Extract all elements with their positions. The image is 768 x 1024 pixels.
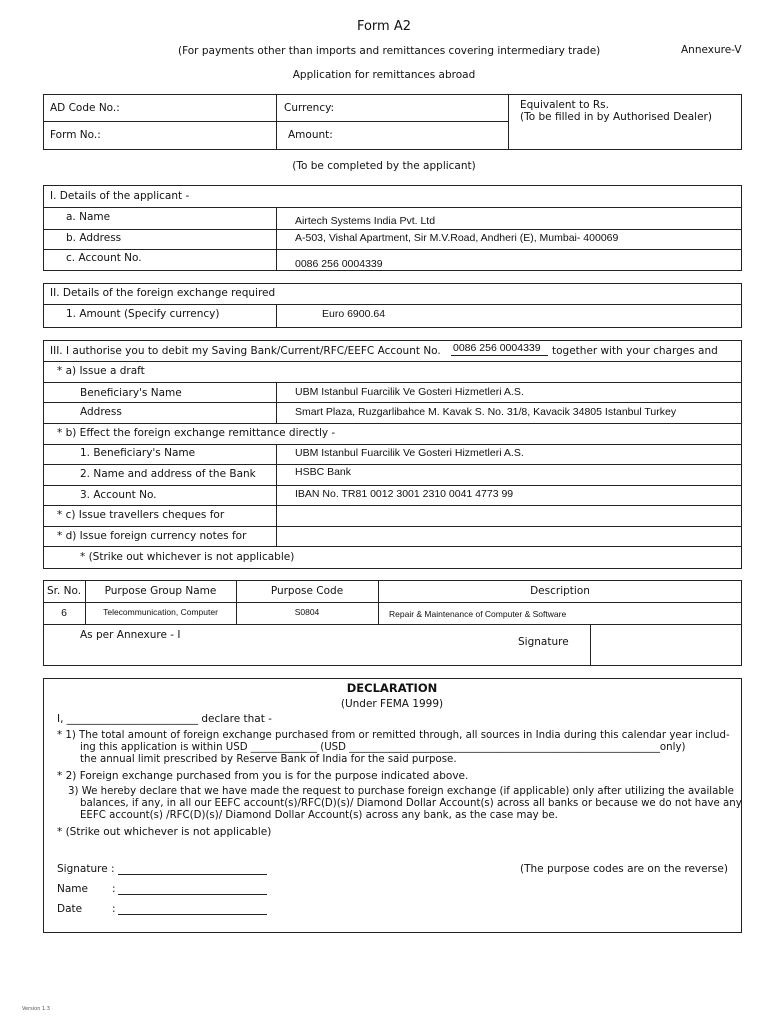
section1-heading: I. Details of the applicant - (50, 190, 190, 202)
declaration-title: DECLARATION (346, 681, 438, 695)
row-purpose-code: S0804 (294, 607, 320, 617)
declaration-name-label: Name (57, 883, 88, 895)
application-title: Application for remittances abroad (292, 69, 476, 81)
bank-label: 2. Name and address of the Bank (80, 468, 256, 480)
amount-label: Amount: (288, 129, 333, 141)
draft-beneficiary-label: Beneficiary's Name (80, 387, 182, 399)
header-purpose-code: Purpose Code (270, 585, 344, 597)
declaration-p1-line3: the annual limit prescribed by Reserve Bank of India for the said purpose. (80, 754, 457, 765)
declaration-strike-note: * (Strike out whichever is not applicable) (57, 826, 272, 838)
remit-account-value: IBAN No. TR81 0012 3001 2310 0041 4773 99 (295, 488, 514, 500)
section3-heading-prefix: III. I authorise you to debit my Saving Bank/Current/RFC/EEFC Account No. (50, 345, 441, 357)
draft-address-label: Address (80, 406, 122, 418)
annexure-note: As per Annexure - I (80, 629, 181, 641)
amount-specify-value: Euro 6900.64 (322, 308, 386, 320)
address-value: A-503, Vishal Apartment, Sir M.V.Road, Andheri (E), Mumbai- 400069 (295, 232, 619, 244)
name-line (118, 894, 267, 895)
form-subtitle: (For payments other than imports and remittances covering intermediary trade) (178, 45, 601, 57)
header-purpose-group: Purpose Group Name (104, 585, 217, 597)
applicant-note: (To be completed by the applicant) (292, 160, 476, 172)
header-description: Description (530, 585, 590, 597)
form-no-label: Form No.: (50, 129, 101, 141)
table-signature-label: Signature (518, 636, 569, 648)
remit-beneficiary-value: UBM Istanbul Fuarcilik Ve Gosteri Hizmetleri A.S. (295, 447, 524, 459)
equivalent-label: Equivalent to Rs. (520, 99, 609, 111)
version-label: Version 1.3 (22, 1006, 50, 1012)
declaration-signature-label: Signature : (57, 863, 115, 875)
name-colon: : (112, 883, 116, 895)
date-line (118, 914, 267, 915)
section3-heading-account: 0086 256 0004339 (453, 342, 541, 354)
declaration-subtitle: (Under FEMA 1999) (340, 698, 444, 710)
declaration-p3-line2: balances, if any, in all our EEFC account(s)/RFC(D)(s)/ Diamond Dollar Account(s) across all banks or because we do not have any (80, 798, 742, 809)
name-label: a. Name (66, 211, 111, 223)
form-title: Form A2 (356, 19, 412, 34)
account-label: c. Account No. (66, 252, 142, 264)
address-label: b. Address (66, 232, 122, 244)
purpose-codes-note: (The purpose codes are on the reverse) (520, 863, 728, 875)
date-colon: : (112, 903, 116, 915)
remit-beneficiary-label: 1. Beneficiary's Name (80, 447, 196, 459)
draft-address-value: Smart Plaza, Ruzgarlibahce M. Kavak S. No. 31/8, Kavacik 34805 Istanbul Turkey (295, 406, 677, 418)
declaration-p3-line3: EEFC account(s) /RFC(D)(s)/ Diamond Dollar Account(s) across any bank, as the case may be. (80, 810, 558, 821)
declaration-p2: * 2) Foreign exchange purchased from you is for the purpose indicated above. (57, 770, 469, 782)
row-description: Repair & Maintenance of Computer & Software (389, 609, 567, 619)
account-value: 0086 256 0004339 (295, 258, 383, 270)
remit-account-label: 3. Account No. (80, 489, 157, 501)
strike-note: * (Strike out whichever is not applicable) (80, 551, 295, 563)
declaration-p3-line1: 3) We hereby declare that we have made the request to purchase foreign exchange (if applicable) only after utilizing the available (68, 786, 734, 797)
declaration-p1-line1: * 1) The total amount of foreign exchange purchased from or remitted through, all sources in India during this calendar year includ- (57, 730, 730, 741)
declaration-date-label: Date (57, 903, 83, 915)
travellers-cheques-label: * c) Issue travellers cheques for (57, 509, 225, 521)
bank-value: HSBC Bank (295, 466, 352, 478)
header-sr-no: Sr. No. (46, 585, 82, 597)
row-sr-no: 6 (61, 607, 67, 619)
currency-label: Currency: (284, 102, 335, 114)
declaration-i-line: I, _________________________ declare that - (57, 713, 272, 725)
draft-beneficiary-value: UBM Istanbul Fuarcilik Ve Gosteri Hizmetleri A.S. (295, 386, 524, 398)
ad-code-label: AD Code No.: (50, 102, 120, 114)
section3-heading-suffix: together with your charges and (552, 345, 718, 357)
annexure-label: Annexure-V (681, 44, 742, 56)
remittance-label: * b) Effect the foreign exchange remittance directly - (57, 427, 336, 439)
signature-line (118, 874, 267, 875)
currency-notes-label: * d) Issue foreign currency notes for (57, 530, 247, 542)
amount-specify-label: 1. Amount (Specify currency) (66, 308, 220, 320)
equivalent-note: (To be filled in by Authorised Dealer) (520, 111, 712, 123)
section2-heading: II. Details of the foreign exchange required (50, 287, 276, 299)
name-value: Airtech Systems India Pvt. Ltd (295, 215, 436, 227)
declaration-p1-line2: ing this application is within USD _____________ (USD _____________________________________________________________only) (80, 742, 686, 753)
row-purpose-group: Telecommunication, Computer (103, 607, 218, 617)
issue-draft-label: * a) Issue a draft (57, 365, 145, 377)
